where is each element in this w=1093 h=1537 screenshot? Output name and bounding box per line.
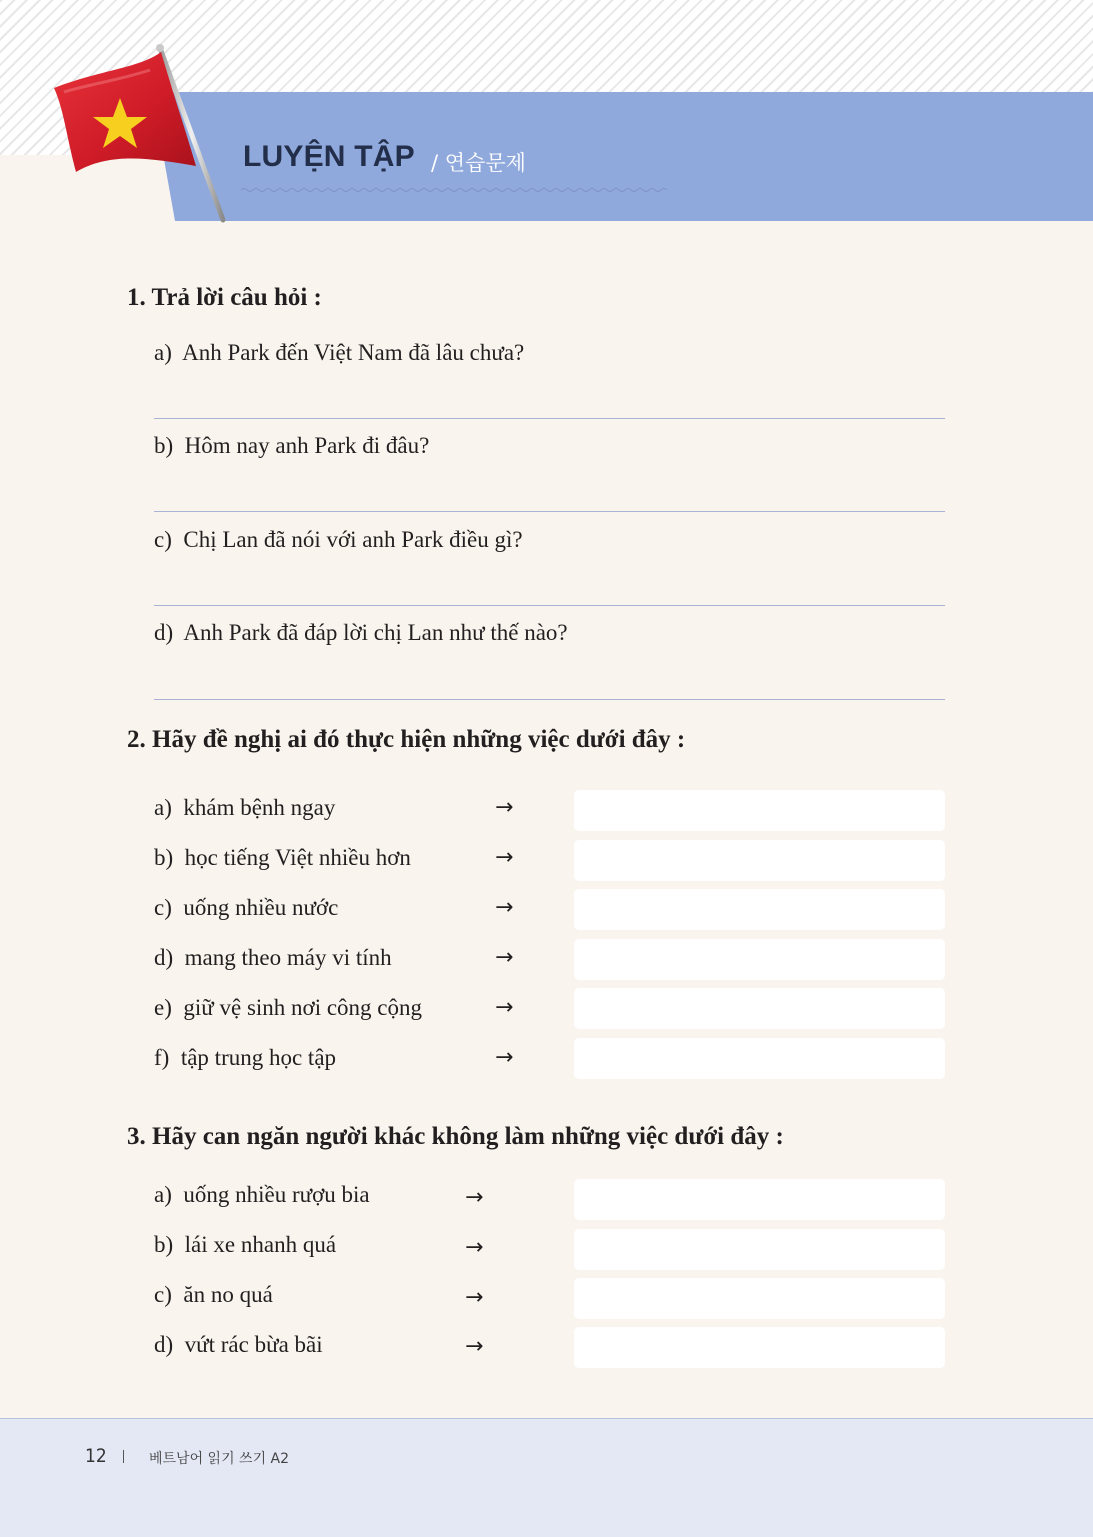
right-arrow-icon: → [465, 1285, 484, 1310]
question-label: d) [154, 620, 174, 645]
item-text: khám bệnh ngay [183, 795, 336, 820]
question-a [154, 340, 524, 366]
right-arrow-icon: → [495, 995, 514, 1020]
dissuade-item-a [154, 1182, 370, 1208]
answer-box-dissuade-b[interactable] [574, 1229, 945, 1270]
item-text: tập trung học tập [180, 1045, 337, 1070]
dissuade-item-c [154, 1282, 273, 1308]
item-text: học tiếng Việt nhiều hơn [184, 845, 411, 870]
item-text: ăn no quá [183, 1282, 273, 1307]
item-label: c) [154, 1282, 172, 1307]
item-label: b) [154, 1232, 174, 1257]
suggest-item-c [154, 895, 338, 921]
answer-box-suggest-f[interactable] [574, 1038, 945, 1079]
question-text: Chị Lan đã nói với anh Park điều gì? [183, 527, 523, 552]
answer-line-a[interactable] [154, 418, 945, 419]
right-arrow-icon: → [495, 845, 514, 870]
title-underline-wave [241, 186, 669, 194]
answer-line-c[interactable] [154, 605, 945, 606]
right-arrow-icon: → [465, 1185, 484, 1210]
question-b [154, 433, 429, 459]
item-label: d) [154, 945, 174, 970]
question-label: b) [154, 433, 174, 458]
question-c [154, 527, 523, 553]
answer-box-dissuade-a[interactable] [574, 1179, 945, 1220]
footer-separator [123, 1450, 124, 1463]
answer-box-dissuade-d[interactable] [574, 1327, 945, 1368]
answer-line-b[interactable] [154, 511, 945, 512]
item-label: b) [154, 845, 174, 870]
suggest-item-d [154, 945, 392, 971]
item-text: vứt rác bừa bãi [184, 1332, 323, 1357]
question-d [154, 620, 568, 646]
suggest-item-a [154, 795, 335, 821]
item-text: uống nhiều nước [183, 895, 339, 920]
page-subtitle: / 연습문제 [431, 151, 526, 175]
item-text: giữ vệ sinh nơi công cộng [183, 995, 422, 1020]
vietnam-flag-icon [40, 40, 240, 225]
page-title: LUYỆN TẬP [243, 140, 415, 173]
item-label: c) [154, 895, 172, 920]
answer-box-suggest-a[interactable] [574, 790, 945, 831]
section3-heading: 3. Hãy can ngăn người khác không làm những việc dưới đây : [127, 1123, 784, 1150]
item-label: a) [154, 1182, 172, 1207]
section2-heading: 2. Hãy đề nghị ai đó thực hiện những việc dưới đây : [127, 726, 686, 753]
right-arrow-icon: → [465, 1235, 484, 1260]
answer-box-suggest-b[interactable] [574, 840, 945, 881]
item-label: e) [154, 995, 172, 1020]
question-text: Anh Park đến Việt Nam đã lâu chưa? [182, 340, 525, 365]
book-title: 베트남어 읽기 쓰기 A2 [149, 1451, 290, 1467]
dissuade-item-b [154, 1232, 336, 1258]
right-arrow-icon: → [495, 1045, 514, 1070]
question-text: Hôm nay anh Park đi đâu? [184, 433, 430, 458]
item-label: f) [154, 1045, 170, 1070]
item-text: lái xe nhanh quá [184, 1232, 337, 1257]
item-label: d) [154, 1332, 174, 1357]
answer-line-d[interactable] [154, 699, 945, 700]
section1-heading: 1. Trả lời câu hỏi : [127, 284, 322, 311]
right-arrow-icon: → [495, 895, 514, 920]
item-label: a) [154, 795, 172, 820]
item-text: mang theo máy vi tính [184, 945, 392, 970]
answer-box-dissuade-c[interactable] [574, 1278, 945, 1319]
question-label: c) [154, 527, 172, 552]
page-footer [0, 1418, 1093, 1537]
suggest-item-e [154, 995, 422, 1021]
suggest-item-b [154, 845, 411, 871]
item-text: uống nhiều rượu bia [183, 1182, 370, 1207]
right-arrow-icon: → [495, 795, 514, 820]
answer-box-suggest-c[interactable] [574, 889, 945, 930]
answer-box-suggest-e[interactable] [574, 988, 945, 1029]
question-text: Anh Park đã đáp lời chị Lan như thế nào? [183, 620, 568, 645]
suggest-item-f [154, 1045, 336, 1071]
page-number: 12 [85, 1445, 107, 1467]
dissuade-item-d [154, 1332, 323, 1358]
answer-box-suggest-d[interactable] [574, 939, 945, 980]
question-label: a) [154, 340, 172, 365]
right-arrow-icon: → [465, 1334, 484, 1359]
right-arrow-icon: → [495, 945, 514, 970]
